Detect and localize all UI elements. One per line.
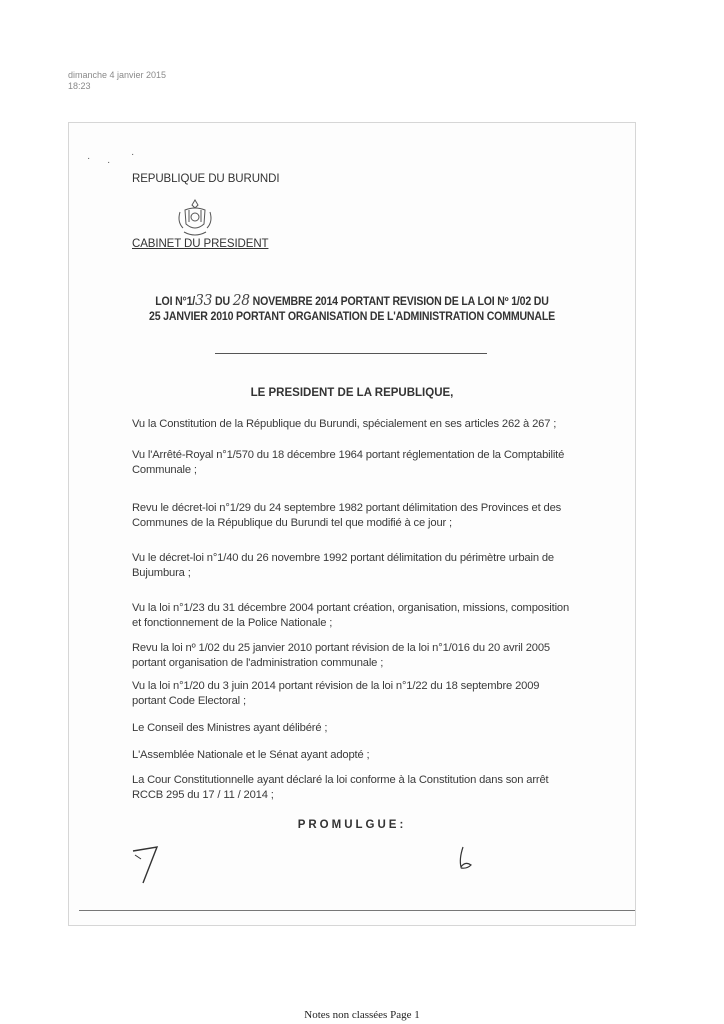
- timestamp-stamp: [68, 70, 166, 92]
- stamp-date: dimanche 4 janvier 2015: [68, 70, 167, 80]
- visa-paragraph: Revu le décret-loi n°1/29 du 24 septembre 1982 portant délimitation des Provinces et des Communes de la République du Burundi tel que modifié à ce jour ;: [132, 502, 562, 529]
- visa-paragraph: Vu le décret-loi n°1/40 du 26 novembre 1992 portant délimitation du périmètre urbain de Bujumbura ;: [132, 552, 554, 579]
- scanned-document: [68, 122, 636, 926]
- visa-paragraph: Vu la Constitution de la République du Burundi, spécialement en ses articles 262 à 267 ;: [132, 418, 557, 430]
- visa-paragraph: Vu l'Arrêté-Royal n°1/570 du 18 décembre 1964 portant réglementation de la Comptabilité Communale ;: [132, 449, 565, 476]
- cabinet-heading: CABINET DU PRESIDENT: [132, 238, 269, 250]
- page-footer: Notes non classées Page 1: [304, 1009, 420, 1021]
- stamp-time: 18:23: [68, 81, 91, 91]
- coat-of-arms-icon: [176, 196, 214, 240]
- visa-paragraph: Vu la loi n°1/23 du 31 décembre 2004 portant création, organisation, missions, composition et fonctionnement de la Police Nationale ;: [132, 602, 570, 629]
- separator-rule: [215, 353, 487, 354]
- visa-paragraph: Vu la loi n°1/20 du 3 juin 2014 portant révision de la loi n°1/22 du 18 septembre 2009 portant Code Electoral ;: [132, 680, 540, 707]
- law-title-line-2: 25 JANVIER 2010 PORTANT ORGANISATION DE L'ADMINISTRATION COMMUNALE: [149, 311, 555, 323]
- law-du: DU: [215, 296, 230, 308]
- law-prefix: LOI N°1/: [155, 296, 196, 308]
- visa-paragraph: Le Conseil des Ministres ayant délibéré ;: [132, 722, 328, 734]
- promulgue-heading: PROMULGUE:: [297, 819, 407, 831]
- visa-paragraph: L'Assemblée Nationale et le Sénat ayant adopté ;: [132, 749, 370, 761]
- law-number: 33: [195, 291, 213, 309]
- bottom-rule: [79, 910, 635, 911]
- visa-paragraph: La Cour Constitutionnelle ayant déclaré la loi conforme à la Constitution dans son arrêt RCCB 295 du 17 / 11 / 2014 ;: [132, 774, 549, 801]
- scan-speck: ·: [87, 153, 91, 164]
- law-day: 28: [232, 291, 250, 309]
- right-initial-mark-icon: [455, 845, 475, 871]
- scan-speck: ·: [107, 157, 111, 168]
- scan-speck: ·: [131, 149, 135, 160]
- law-title-rest: NOVEMBRE 2014 PORTANT REVISION DE LA LOI Nº 1/02 DU: [252, 296, 549, 308]
- left-initial-mark-icon: [129, 843, 163, 887]
- law-title-line-1: [92, 291, 613, 309]
- president-heading: LE PRESIDENT DE LA REPUBLIQUE,: [250, 387, 454, 399]
- visa-paragraph: Revu la loi nº 1/02 du 25 janvier 2010 portant révision de la loi n°1/016 du 20 avril 2005 portant organisation de l'administration communale ;: [132, 642, 550, 669]
- country-heading: REPUBLIQUE DU BURUNDI: [132, 173, 280, 185]
